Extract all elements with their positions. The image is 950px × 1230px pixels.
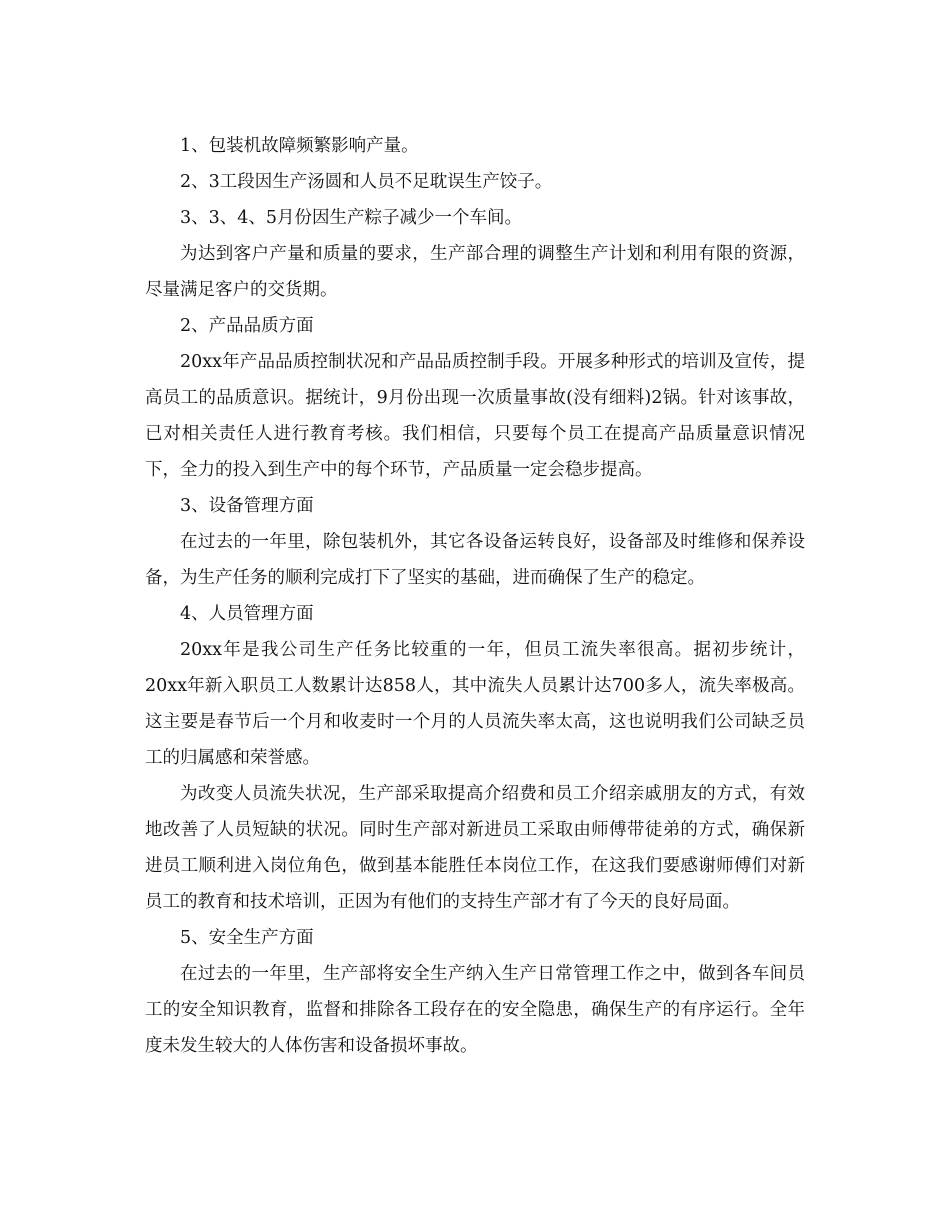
list-item-packaging-fault: 1、包装机故障频繁影响产量。 [180,136,419,156]
section-heading-safety: 5、安全生产方面 [180,928,314,948]
paragraph-delivery: 为达到客户产量和质量的要求，生产部合理的调整生产计划和利用有限的资源，尽量满足客户的交货期。 [145,244,805,300]
paragraph-safety: 在过去的一年里，生产部将安全生产纳入生产日常管理工作之中，做到各车间员工的安全知识教育，监督和排除各工段存在的安全隐患，确保生产的有序运行。全年度未发生较大的人体伤害和设备损坏事故。 [145,964,805,1056]
section-heading-equipment: 3、设备管理方面 [180,496,314,516]
paragraph-personnel-turnover: 20xx年是我公司生产任务比较重的一年，但员工流失率很高。据初步统计，20xx年新入职员工人数累计达858人，其中流失人员累计达700多人，流失率极高。这主要是春节后一个月和收麦时一个月的人员流失率太高，这也说明我们公司缺乏员工的归属感和荣誉感。 [145,640,805,768]
paragraph-personnel-measures: 为改变人员流失状况，生产部采取提高介绍费和员工介绍亲戚朋友的方式，有效地改善了人员短缺的状况。同时生产部对新进员工采取由师傅带徒弟的方式，确保新进员工顺利进入岗位角色，做到基本能胜任本岗位工作，在这我们要感谢师傅们对新员工的教育和技术培训，正因为有他们的支持生产部才有了今天的良好局面。 [145,784,805,912]
list-item-workshop-reduction: 3、3、4、5月份因生产粽子减少一个车间。 [180,208,523,228]
document-body [145,128,805,1064]
list-item-section3-staff: 2、3工段因生产汤圆和人员不足耽误生产饺子。 [180,172,553,192]
paragraph-quality: 20xx年产品品质控制状况和产品品质控制手段。开展多种形式的培训及宣传，提高员工的品质意识。据统计，9月份出现一次质量事故(没有细料)2锅。针对该事故，已对相关责任人进行教育考核。我们相信，只要每个员工在提高产品质量意识情况下，全力的投入到生产中的每个环节，产品质量一定会稳步提高。 [145,352,805,480]
paragraph-equipment: 在过去的一年里，除包装机外，其它各设备运转良好，设备部及时维修和保养设备，为生产任务的顺利完成打下了坚实的基础，进而确保了生产的稳定。 [145,532,805,588]
section-heading-personnel: 4、人员管理方面 [180,604,314,624]
section-heading-quality: 2、产品品质方面 [180,316,314,336]
